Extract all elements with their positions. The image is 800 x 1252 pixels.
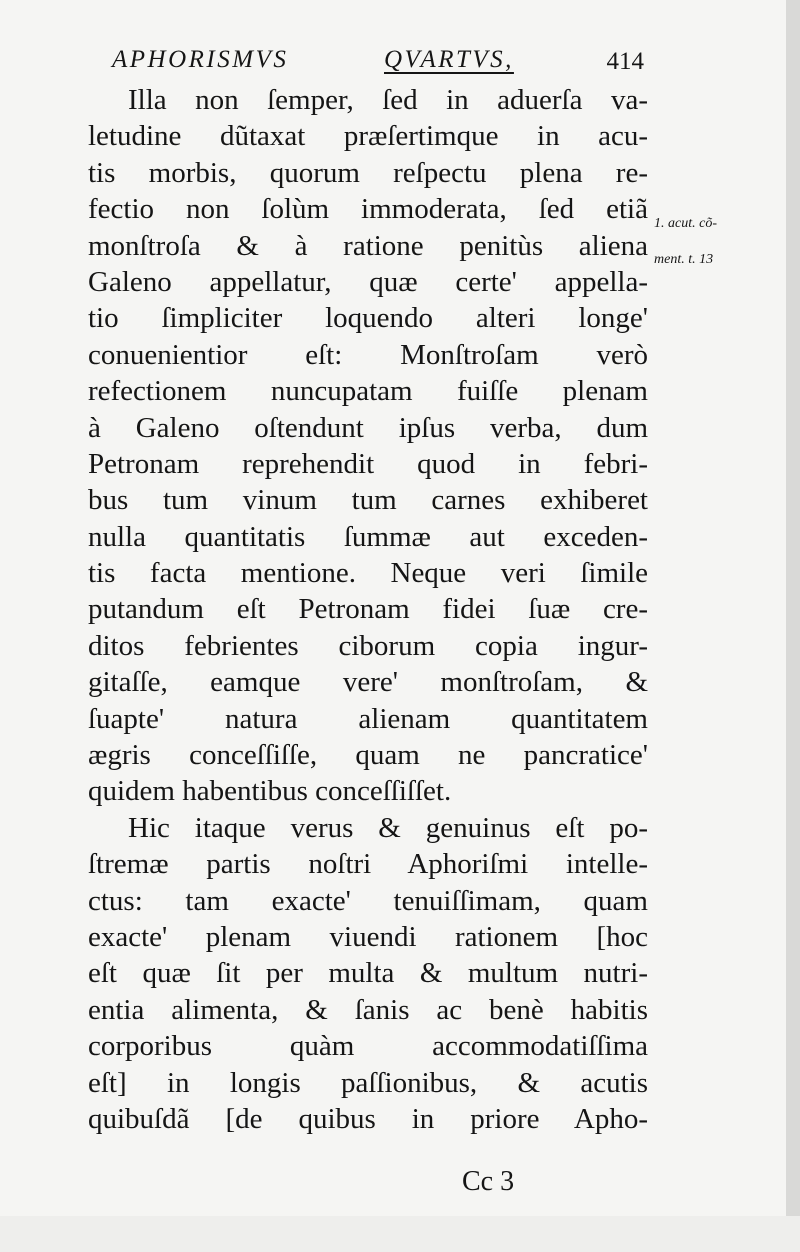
text-line: Petronam reprehendit quod in febri-	[88, 447, 648, 480]
text-line: ſtremæ partis noſtri Aphoriſmi intelle-	[88, 848, 648, 881]
text-line: nulla quantitatis ſummæ aut exceden-	[88, 520, 648, 553]
text-line: tis facta mentione. Neque veri ſimile	[88, 557, 648, 590]
running-title-right: QVARTVS,	[384, 46, 514, 73]
text-line: quidem habentibus conceſſiſſet.	[88, 775, 452, 808]
text-line: monſtroſa & à ratione penitùs aliena	[88, 229, 648, 262]
text-line: gitaſſe, eamque vere' monſtroſam, &	[88, 666, 648, 699]
text-line: eſt] in longis paſſionibus, & acutis	[88, 1066, 648, 1099]
text-line: ctus: tam exacte' tenuiſſimam, quam	[88, 884, 648, 917]
text-line: exacte' plenam viuendi rationem [hoc	[88, 920, 648, 953]
page-edge-shadow	[786, 0, 800, 1252]
text-line: ægris conceſſiſſe, quam ne pancratice'	[88, 739, 648, 772]
text-line: letudine dũtaxat præſertimque in acu-	[88, 120, 648, 153]
marginal-citation	[654, 206, 774, 278]
page-number: 414	[606, 48, 644, 75]
text-line: tio ſimpliciter loquendo alteri longe'	[88, 302, 648, 335]
main-text-block	[88, 82, 648, 1137]
text-line: ditos febrientes ciborum copia ingur-	[88, 629, 648, 662]
text-line: corporibus quàm accommodatiſſima	[88, 1030, 648, 1063]
text-line: bus tum vinum tum carnes exhiberet	[88, 484, 648, 517]
marginal-citation-line: ment. t. 13	[654, 252, 714, 267]
text-line: entia alimenta, & ſanis ac benè habitis	[88, 993, 648, 1026]
text-line: quibuſdã [de quibus in priore Apho-	[88, 1102, 648, 1135]
text-line: Illa non ſemper, ſed in aduerſa va-	[128, 84, 648, 116]
text-line: Hic itaque verus & genuinus eſt po-	[128, 811, 648, 844]
text-line: Galeno appellatur, quæ certe' appella-	[88, 265, 648, 298]
text-line: à Galeno oſtendunt ipſus verba, dum	[88, 411, 648, 444]
text-line: eſt quæ ſit per multa & multum nutri-	[88, 957, 648, 990]
text-line: putandum eſt Petronam fidei ſuæ cre-	[88, 593, 648, 626]
text-line: tis morbis, quorum reſpectu plena re-	[88, 156, 648, 189]
signature-mark: Cc 3	[462, 1166, 515, 1197]
marginal-citation-line: 1. acut. cõ-	[654, 216, 717, 231]
running-title-left: APHORISMVS	[112, 46, 289, 73]
running-header	[112, 40, 660, 84]
page-bottom-margin	[0, 1216, 800, 1252]
text-line: conuenientior eſt: Monſtroſam verò	[88, 338, 648, 371]
text-line: fectio non ſolùm immoderata, ſed etiã	[88, 193, 648, 226]
text-line: refectionem nuncupatam fuiſſe plenam	[88, 375, 648, 408]
text-line: ſuapte' natura alienam quantitatem	[88, 702, 648, 735]
